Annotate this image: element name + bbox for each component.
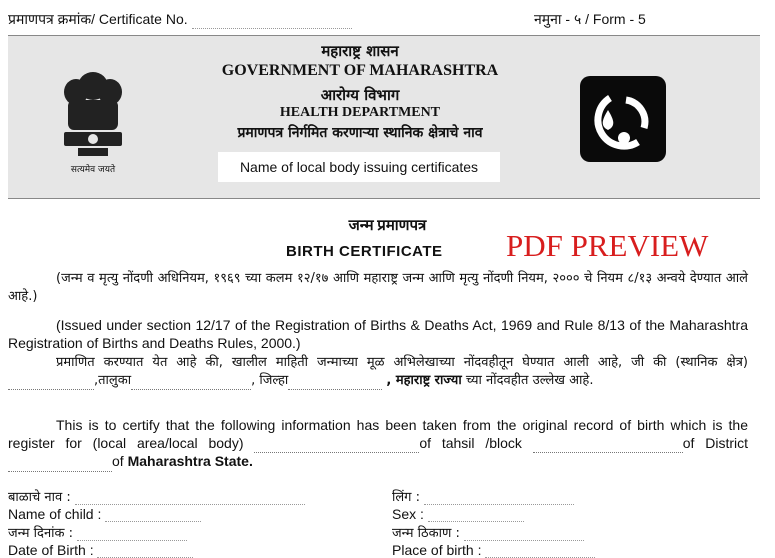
dob-field-marathi[interactable]	[77, 528, 187, 541]
emblem-motto: सत्यमेव जयते	[70, 165, 116, 175]
local-body-field[interactable]	[254, 435, 419, 454]
certificate-number-label: प्रमाणपत्र क्रमांक/ Certificate No.	[8, 11, 188, 27]
state-of-label: of	[112, 453, 124, 469]
pob-label: Place of birth :	[392, 542, 482, 558]
issuer-english: Name of local body issuing certificates	[239, 159, 479, 175]
pob-field-marathi[interactable]	[464, 528, 584, 541]
local-area-field-marathi[interactable]	[8, 372, 94, 391]
dob-field[interactable]	[97, 545, 193, 558]
department-marathi: आरोग्य विभाग	[320, 86, 400, 104]
form-number-label: नमुना - ५ / Form - 5	[534, 11, 646, 27]
taluka-label-marathi: ,तालुका	[94, 372, 132, 388]
state-label: Maharashtra State.	[127, 453, 253, 469]
dob-label-marathi: जन्म दिनांक :	[8, 526, 74, 541]
tahsil-field[interactable]	[533, 435, 683, 454]
certificate-number-row	[8, 10, 352, 29]
sex-field[interactable]	[428, 509, 524, 522]
pob-field[interactable]	[485, 545, 595, 558]
child-name-label-marathi: बाळाचे नाव :	[8, 490, 71, 505]
certify-marathi-end: च्या नोंदवहीत उल्लेख आहे.	[465, 372, 594, 388]
child-name-label: Name of child :	[8, 506, 102, 522]
child-name-field[interactable]	[105, 509, 201, 522]
dob-row	[8, 542, 193, 558]
health-department-logo-icon	[580, 76, 666, 162]
child-name-field-marathi[interactable]	[75, 492, 305, 505]
district-field[interactable]	[8, 453, 112, 472]
district-field-marathi[interactable]	[288, 372, 382, 391]
certify-english-intro: This is to certify that the following information has been taken from the original record of birth which is the register for (local area/local body)	[8, 417, 748, 451]
pob-row	[392, 542, 595, 558]
district-label-marathi: , जिल्हा	[251, 372, 289, 388]
pdf-preview-watermark: PDF PREVIEW	[506, 228, 709, 263]
certify-marathi	[8, 354, 748, 390]
pob-label-marathi: जन्म ठिकाण :	[392, 526, 460, 541]
department-english: HEALTH DEPARTMENT	[279, 105, 441, 120]
tahsil-label: of tahsil /block	[419, 434, 522, 451]
taluka-field-marathi[interactable]	[131, 372, 251, 391]
issued-english: (Issued under section 12/17 of the Registration of Births & Deaths Act, 1969 and Rule 8/13 of the Maharashtra Registration of Births and Deaths Rules, 2000.)	[8, 317, 748, 351]
sex-label-marathi: लिंग :	[392, 490, 421, 505]
issuer-marathi: प्रमाणपत्र निर्गमित करणाऱ्या स्थानिक क्षेत्राचे नाव	[237, 125, 483, 141]
district-label: of District	[682, 434, 749, 451]
certificate-number-field[interactable]	[192, 16, 352, 29]
issued-marathi: (जन्म व मृत्यु नोंदणी अधिनियम, १९६९ च्या कलम १२/१७ आणि महाराष्ट्र जन्म आणि मृत्यु नोंदणी नियम, २००० चे नियम ८/१३ अन्वये देण्यात आले आहे.)	[8, 271, 748, 304]
certify-marathi-intro: प्रमाणित करण्यात येत आहे की, खालील माहिती जन्माच्या मूळ अभिलेखाच्या नोंदवहीतून घेण्यात आली आहे, जी की	[56, 355, 667, 370]
government-english: GOVERNMENT OF MAHARASHTRA	[221, 62, 499, 79]
child-name-row	[8, 506, 201, 522]
state-emblem-icon	[38, 58, 148, 178]
state-label-marathi: , महाराष्ट्र राज्या	[386, 372, 462, 388]
dob-row-marathi	[8, 523, 187, 541]
government-marathi: महाराष्ट्र शासन	[321, 42, 399, 60]
sex-label: Sex :	[392, 506, 424, 522]
sex-field-marathi[interactable]	[424, 492, 574, 505]
local-area-label-marathi: (स्थानिक क्षेत्र)	[675, 355, 749, 370]
dob-label: Date of Birth :	[8, 542, 94, 558]
pob-row-marathi	[392, 523, 584, 541]
certify-english	[8, 417, 748, 472]
certificate-title-english: BIRTH CERTIFICATE	[286, 243, 443, 260]
certificate-title-marathi: जन्म प्रमाणपत्र	[348, 218, 427, 234]
issuer-english-box	[218, 152, 500, 182]
child-name-row-marathi	[8, 487, 305, 505]
sex-row	[392, 506, 524, 522]
sex-row-marathi	[392, 487, 574, 505]
